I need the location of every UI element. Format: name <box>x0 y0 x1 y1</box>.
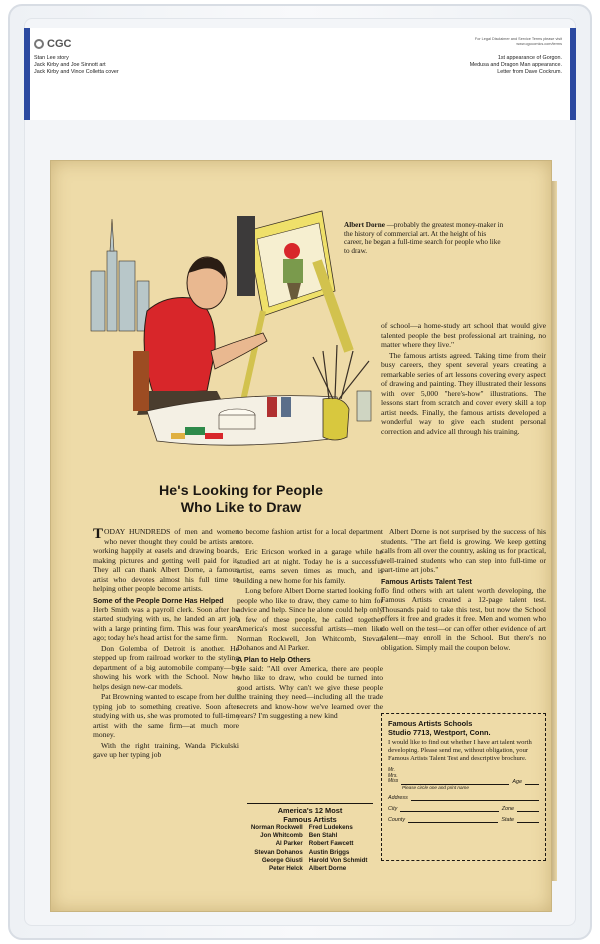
article-column-2: to become fashion artist for a local department store. Eric Ericson worked in a garage while he studied art at night. Today he is a successful artist, earns seven times as much, and is building a new home for his family. Long before Albert Dorne started looking for people who like to draw, they came to him for advice and help. Since he alone could help only a few of these people, he called together America's most successful artists—men like Norman Rockwell, Jon Whitcomb, Stevan Dohanos and Al Parker. A Plan to Help Others He said: "All over America, there are people who like to draw, who could be turned into good artists. Why can't we give these people the training they need—including all the trade secrets and know-how we've learned over the years? I'm suggesting a new kind <box>237 527 383 720</box>
subhead: A Plan to Help Others <box>237 654 311 664</box>
page-edge <box>552 181 557 881</box>
list-item: Al Parker Robert Fawcett <box>275 840 354 848</box>
name-field: Mr. Mrs. Miss Age <box>388 768 539 785</box>
list-item: George Giusti Harold Von Schmidt <box>261 856 368 864</box>
mail-coupon: Famous Artists Schools Studio 7713, Westport, Conn. I would like to find out whether I have art talent worth developing. Please send me, without obligation, your Famous Artists Talent Test and descriptive brochure. Mr. Mrs. Miss Age Please circle one and print name Address City Zone County State <box>381 713 546 861</box>
article-column-3: Albert Dorne is not surprised by the success of his students. "The art field is growing. We keep getting calls from all over the country, asking us for practical, well-trained students who can step into full-time or part-time art jobs." Famous Artists Talent Test To find others with art talent worth developing, the Famous Artists created a 12-page talent test. Thousands paid to take this test, but now the School offers it free and grades it free. Men and women who do well on the test—or can offer other evidence of art talent—may enroll in the School. But there's no obligation. Simply mail the coupon below. <box>381 527 546 652</box>
county-state-field: County State <box>388 817 539 823</box>
subhead: Some of the People Dorne Has Helped <box>93 595 224 605</box>
artist-illustration <box>87 201 387 461</box>
label-band-right <box>570 28 576 120</box>
article-column-1: TODAY HUNDREDS of men and women who never thought they could be artists are working happily at easels and drawing boards, making pictures and getting well paid for it. They all can thank Albert Dorne, a famous artist who devotes almost his full time to helping other people become artists. Some of the People Dorne Has Helped Herb Smith was a payroll clerk. Soon after he started studying with us, he landed an art job with a large printing firm. This was four years ago; today he's head artist for the same firm. Don Golemba of Detroit is another. He stepped up from railroad worker to the styling department of a big automobile company—by showing his work with the School. Now he helps design new-car models. Pat Browning wanted to escape from her dull typing job to something creative. Soon after studying with us, she was promoted to full-time artist with the same firm—at much more money. With the right training, Wanda Pickulski gave up her typing job <box>93 526 239 759</box>
grading-label <box>24 28 576 120</box>
list-item: Stevan Dohanos Austin Briggs <box>254 848 350 856</box>
city-zone-field: City Zone <box>388 806 539 812</box>
column-right-top: of school—a home-study art school that would give talented people the best professional art training, no matter where they live." The famous artists agreed. Taking time from their busy careers, they spent several years creating a remarkable series of art lessons covering every aspect of drawing and painting. They illustrated their lessons with over 5,000 "here's-how" illustrations. The lessons start from scratch and cover every skill a top artist needs. Finally, the famous artists developed a wonderful way to give each student personal correction and advice all through his training. <box>381 321 546 436</box>
cgc-logo: CGC <box>34 38 71 50</box>
cgc-logo-icon <box>34 39 44 49</box>
illustration-caption: Albert Dorne —probably the greatest money-maker in the history of commercial art. At the height of his career, he began a full-time search for people who like to draw. <box>344 221 504 255</box>
drop-cap: T <box>93 526 104 542</box>
label-notes: 1st appearance of Gorgon. Medusa and Dragon Man appearance. Letter from Dave Cockrum. <box>469 55 562 75</box>
divider <box>247 803 373 804</box>
label-band-left <box>24 28 30 120</box>
list-item: Jon Whitcomb Ben Stahl <box>260 832 338 840</box>
list-item: Norman Rockwell Fred Ludekens <box>250 824 353 831</box>
comic-back-cover <box>50 160 552 912</box>
label-credits: Stan Lee story Jack Kirby and Joe Sinnott art Jack Kirby and Vince Colletta cover <box>34 55 119 75</box>
list-item: Peter Helck Albert Dorne <box>269 865 347 873</box>
ad-headline: He's Looking for People Who Like to Draw <box>158 483 324 516</box>
easel-icon <box>237 211 349 401</box>
label-disclaimer: For Legal Disclaimer and Service Terms please visit www.cgccomics.com/terms <box>474 37 562 46</box>
subhead: Famous Artists Talent Test <box>381 576 472 586</box>
artists-table <box>237 824 383 873</box>
address-field: Address <box>388 795 539 801</box>
famous-artists-list: America's 12 Most Famous Artists Norman Rockwell Fred Ludekens Jon Whitcomb Ben Stahl Al Parker Robert Fawcett Stevan Dohanos Austin Briggs George Giusti Harold Von Schmidt Peter Helck Albert Dorne <box>237 801 383 873</box>
